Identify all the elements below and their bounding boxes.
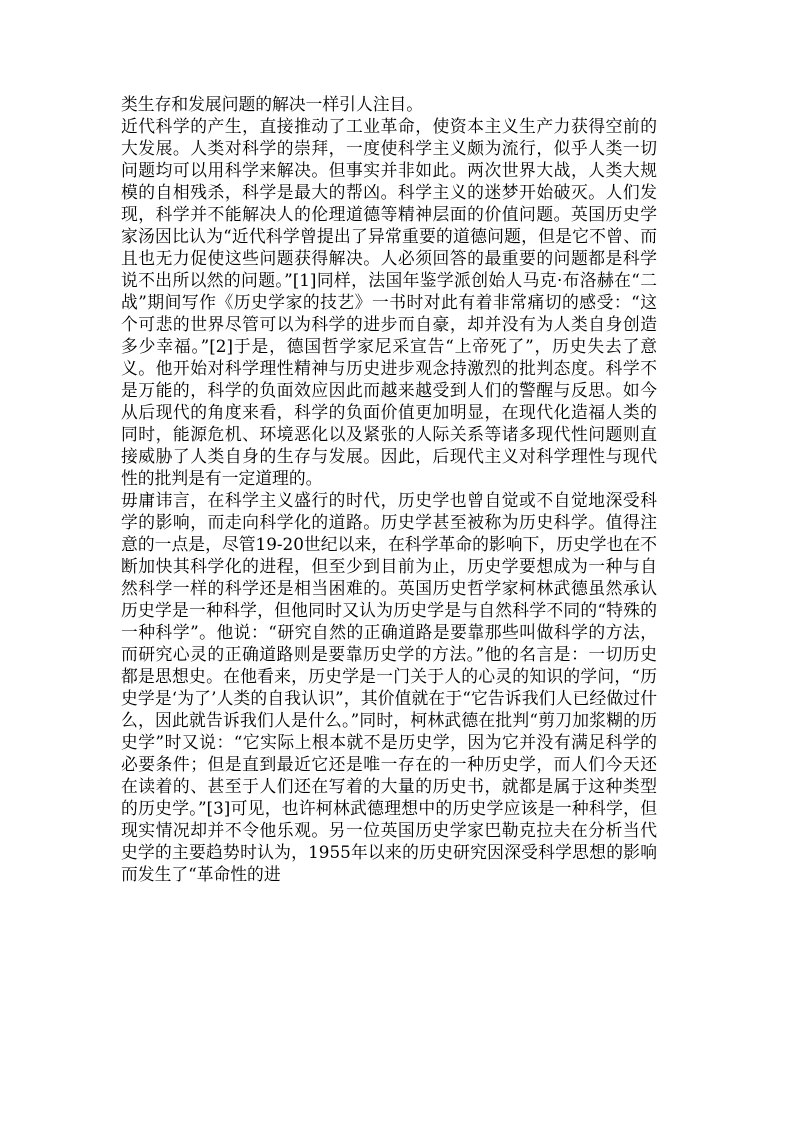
paragraph-2: 近代科学的产生，直接推动了工业革命，使资本主义生产力获得空前的大发展。人类对科学的崇拜，一度使科学主义颇为流行，似乎人类一切问题均可以用科学来解决。但事实并非如此。两次世界大战，人类大规模的自相残杀，科学是最大的帮凶。科学主义的迷梦开始破灭。人们发现，科学并不能解决人的伦理道德等精神层面的价值问题。英国历史学家汤因比认为“近代科学曾提出了异常重要的道德问题，但是它不曾、而且也无力促使这些问题获得解决。人必须回答的最重要的问题都是科学说不出所以然的问题。”[1]同样，法国年鉴学派创始人马克·布洛赫在“二战”期间写作《历史学家的技艺》一书时对此有着非常痛切的感受：“这个可悲的世界尽管可以为科学的进步而自豪，却并没有为人类自身创造多少幸福。”[2]于是，德国哲学家尼采宣告“上帝死了”，历史失去了意义。他开始对科学理性精神与历史进步观念持激烈的批判态度。科学不是万能的，科学的负面效应因此而越来越受到人们的警醒与反思。如今从后现代的角度来看，科学的负面价值更加明显，在现代化造福人类的同时，能源危机、环境恶化以及紧张的人际关系等诸多现代性问题则直接威胁了人类自身的生存与发展。因此，后现代主义对科学理性与现代性的批判是有一定道理的。 [121, 116, 657, 488]
paragraph-3: 毋庸讳言，在科学主义盛行的时代，历史学也曾自觉或不自觉地深受科学的影响，而走向科学化的道路。历史学甚至被称为历史科学。值得注意的一点是，尽管19-20世纪以来，在科学革命的影响下，历史学也在不断加快其科学化的进程，但至少到目前为止，历史学要想成为一种与自然科学一样的科学还是相当困难的。英国历史哲学家柯林武德虽然承认历史学是一种科学，但他同时又认为历史学是与自然科学不同的“特殊的一种科学”。他说：“研究自然的正确道路是要靠那些叫做科学的方法，而研究心灵的正确道路则是要靠历史学的方法。”他的名言是：一切历史都是思想史。在他看来，历史学是一门关于人的心灵的知识的学问，“历史学是‘为了’人类的自我认识”，其价值就在于“它告诉我们人已经做过什么，因此就告诉我们人是什么。”同时，柯林武德在批判“剪刀加浆糊的历史学”时又说：“它实际上根本就不是历史学，因为它并没有满足科学的必要条件；但是直到最近它还是唯一存在的一种历史学，而人们今天还在读着的、甚至于人们还在写着的大量的历史书，就都是属于这种类型的历史学。”[3]可见，也许柯林武德理想中的历史学应该是一种科学，但现实情况却并不令他乐观。另一位英国历史学家巴勒克拉夫在分析当代史学的主要趋势时认为，1955年以来的历史研究因深受科学思想的影响而发生了“革命性的进 [121, 490, 657, 884]
document-page [121, 93, 657, 885]
paragraph-1: 类生存和发展问题的解决一样引人注目。 [121, 94, 424, 114]
